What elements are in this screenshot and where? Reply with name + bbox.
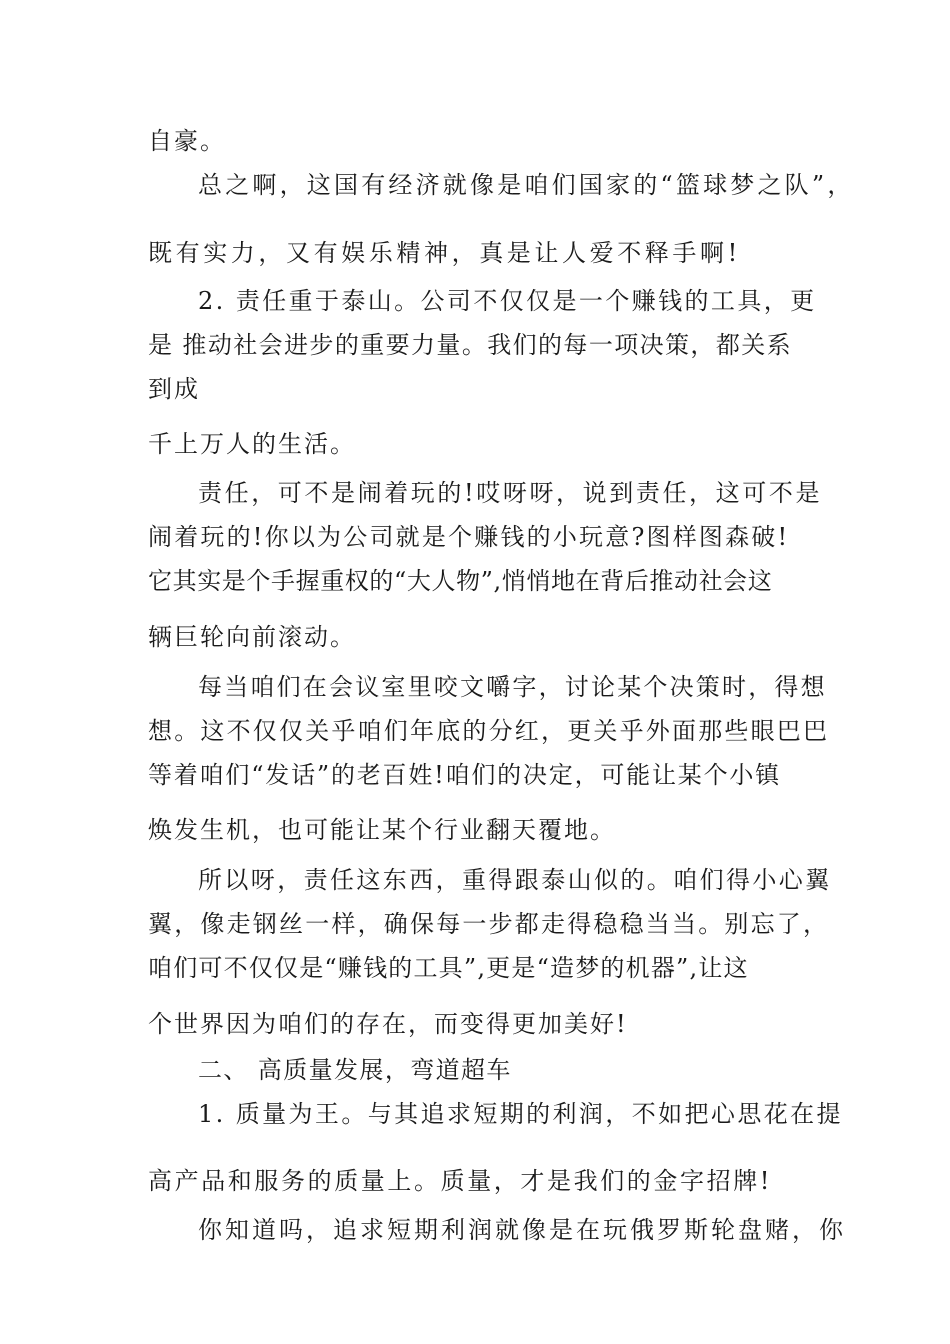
text-line: 千上万人的生活。: [148, 430, 356, 458]
text-line: 高产品和服务的质量上。质量，才是我们的金字招牌!: [148, 1167, 773, 1195]
text-line: 既有实力，又有娱乐精神，真是让人爱不释手啊!: [148, 239, 741, 267]
text-line: 所以呀，责任这东西，重得跟泰山似的。咱们得小心翼: [198, 866, 832, 894]
text-line: 1. 质量为王。与其追求短期的利润，不如把心思花在提: [198, 1100, 843, 1128]
text-line: 它其实是个手握重权的“大人物”,悄悄地在背后推动社会这: [148, 567, 773, 595]
section-heading: 二、 高质量发展，弯道超车: [198, 1056, 512, 1084]
text-line: 个世界因为咱们的存在，而变得更加美好!: [148, 1010, 628, 1038]
text-line: 到成: [148, 375, 200, 403]
text-line: 是 推动社会进步的重要力量。我们的每一项决策，都关系: [148, 331, 793, 359]
text-line: 翼，像走钢丝一样，确保每一步都走得稳稳当当。别忘了，: [148, 910, 830, 938]
text-line: 想。这不仅仅关乎咱们年底的分红，更关乎外面那些眼巴巴: [148, 717, 830, 745]
text-line: 辆巨轮向前滚动。: [148, 623, 356, 651]
text-line: 闹着玩的!你以为公司就是个赚钱的小玩意?图样图森破!: [148, 523, 790, 551]
text-line: 每当咱们在会议室里咬文嚼字，讨论某个决策时，得想: [198, 673, 827, 701]
text-line: 2. 责任重于泰山。公司不仅仅是一个赚钱的工具，更: [198, 287, 817, 315]
text-line: 总之啊，这国有经济就像是咱们国家的“篮球梦之队”，: [198, 171, 855, 199]
text-line: 自豪。: [148, 127, 226, 155]
text-line: 咱们可不仅仅是“赚钱的工具”,更是“造梦的机器”,让这: [148, 954, 749, 982]
text-line: 焕发生机，也可能让某个行业翻天覆地。: [148, 816, 616, 844]
text-line: 责任，可不是闹着玩的!哎呀呀，说到责任，这可不是: [198, 479, 823, 507]
text-line: 你知道吗，追求短期利润就像是在玩俄罗斯轮盘赌，你: [198, 1216, 846, 1244]
text-line: 等着咱们“发话”的老百姓!咱们的决定，可能让某个小镇: [148, 761, 781, 789]
